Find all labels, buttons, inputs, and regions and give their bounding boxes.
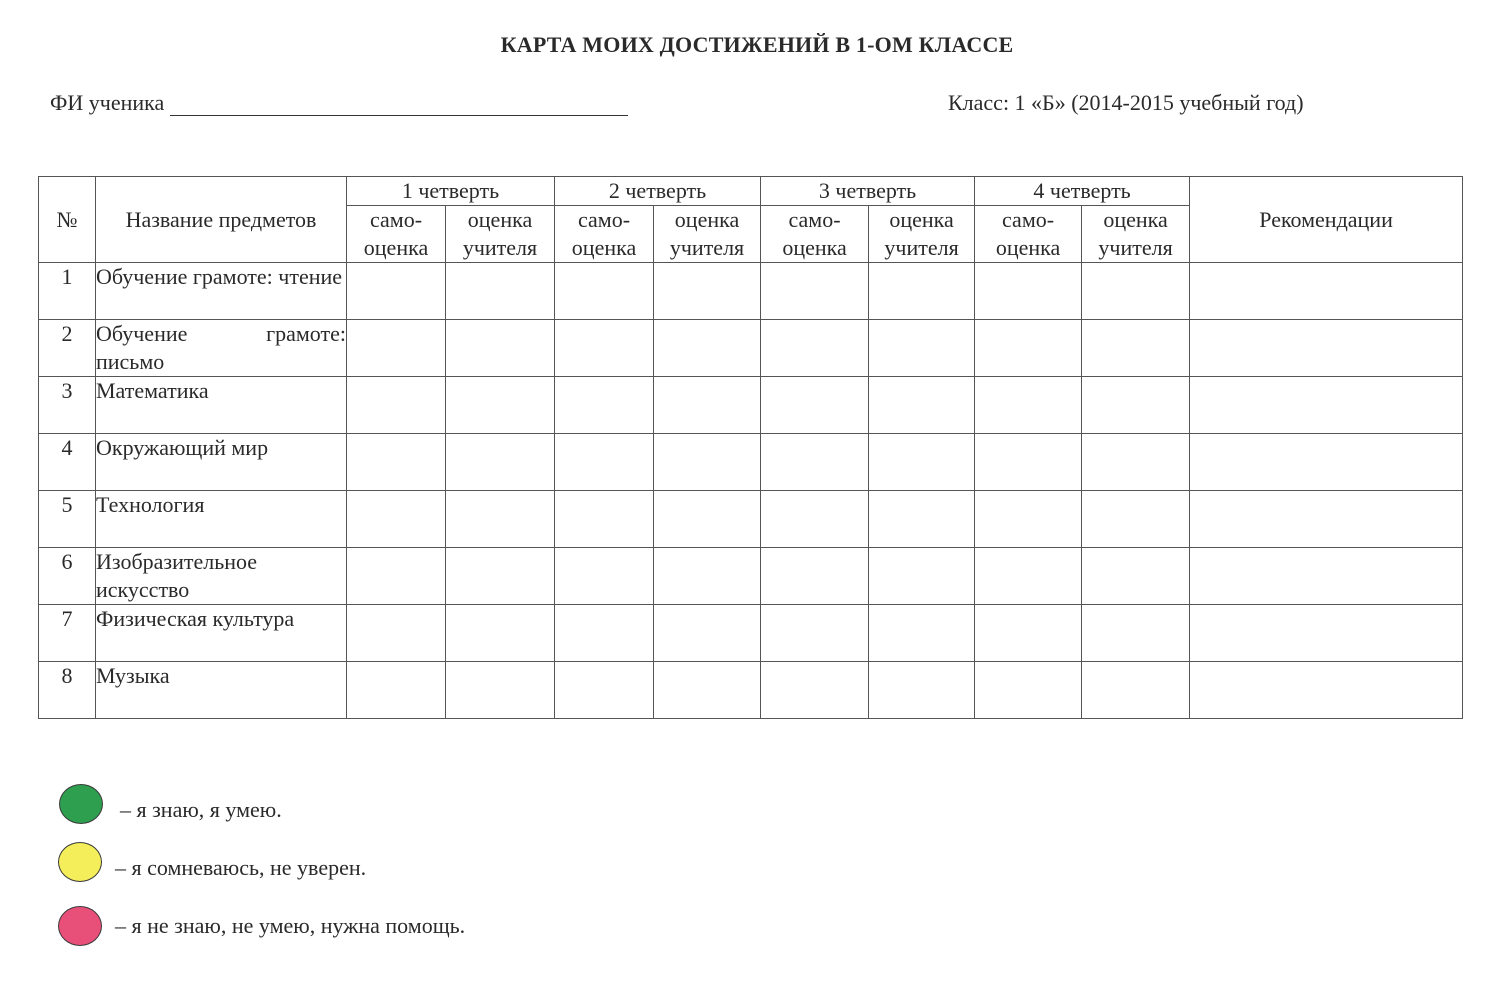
self-grade-cell[interactable] bbox=[555, 491, 654, 548]
teacher-grade-cell[interactable] bbox=[1082, 434, 1190, 491]
legend-text: – я не знаю, не умею, нужна помощь. bbox=[115, 913, 466, 938]
teacher-grade-cell[interactable] bbox=[446, 548, 555, 605]
self-grade-header: само-оценка bbox=[975, 206, 1082, 263]
achievements-table bbox=[38, 176, 1463, 719]
subject-name: Физическая культура bbox=[96, 605, 347, 662]
table-row bbox=[39, 605, 1463, 662]
teacher-grade-header: оценка учителя bbox=[446, 206, 555, 263]
student-name-field bbox=[50, 90, 628, 116]
recommendation-cell[interactable] bbox=[1190, 377, 1463, 434]
self-grade-cell[interactable] bbox=[555, 548, 654, 605]
self-grade-cell[interactable] bbox=[555, 662, 654, 719]
teacher-grade-cell[interactable] bbox=[654, 263, 761, 320]
class-info: Класс: 1 «Б» (2014-2015 учебный год) bbox=[948, 90, 1304, 115]
teacher-grade-cell[interactable] bbox=[869, 377, 975, 434]
table-row bbox=[39, 320, 1463, 377]
teacher-grade-cell[interactable] bbox=[869, 605, 975, 662]
recommendation-cell[interactable] bbox=[1190, 548, 1463, 605]
row-number: 5 bbox=[39, 491, 96, 548]
table-row bbox=[39, 491, 1463, 548]
self-grade-cell[interactable] bbox=[347, 377, 446, 434]
recommendation-cell[interactable] bbox=[1190, 491, 1463, 548]
self-grade-cell[interactable] bbox=[555, 320, 654, 377]
self-grade-cell[interactable] bbox=[347, 491, 446, 548]
self-grade-cell[interactable] bbox=[347, 434, 446, 491]
recommendation-cell[interactable] bbox=[1190, 662, 1463, 719]
table-row bbox=[39, 548, 1463, 605]
self-grade-cell[interactable] bbox=[975, 377, 1082, 434]
recommendation-cell[interactable] bbox=[1190, 263, 1463, 320]
self-grade-cell[interactable] bbox=[975, 263, 1082, 320]
self-grade-cell[interactable] bbox=[975, 320, 1082, 377]
row-number: 2 bbox=[39, 320, 96, 377]
subject-name: Технология bbox=[96, 491, 347, 548]
teacher-grade-header: оценка учителя bbox=[1082, 206, 1190, 263]
quarter-header: 4 четверть bbox=[975, 177, 1190, 206]
teacher-grade-cell[interactable] bbox=[869, 320, 975, 377]
table-row bbox=[39, 434, 1463, 491]
row-number: 8 bbox=[39, 662, 96, 719]
subject-name: Обучение грамоте: письмо bbox=[96, 320, 347, 377]
self-grade-cell[interactable] bbox=[347, 320, 446, 377]
row-number: 1 bbox=[39, 263, 96, 320]
self-grade-header: само-оценка bbox=[761, 206, 869, 263]
teacher-grade-cell[interactable] bbox=[1082, 662, 1190, 719]
subject-name: Обучение грамоте: чтение bbox=[96, 263, 347, 320]
teacher-grade-cell[interactable] bbox=[1082, 548, 1190, 605]
quarter-header: 1 четверть bbox=[347, 177, 555, 206]
teacher-grade-cell[interactable] bbox=[1082, 320, 1190, 377]
self-grade-cell[interactable] bbox=[555, 263, 654, 320]
teacher-grade-cell[interactable] bbox=[654, 377, 761, 434]
teacher-grade-cell[interactable] bbox=[1082, 263, 1190, 320]
self-grade-cell[interactable] bbox=[761, 605, 869, 662]
self-grade-cell[interactable] bbox=[347, 263, 446, 320]
student-name-blank[interactable] bbox=[170, 93, 628, 116]
legend-text: – я знаю, я умею. bbox=[120, 797, 282, 822]
teacher-grade-cell[interactable] bbox=[446, 491, 555, 548]
teacher-grade-cell[interactable] bbox=[446, 377, 555, 434]
teacher-grade-cell[interactable] bbox=[1082, 491, 1190, 548]
self-grade-header: само-оценка bbox=[347, 206, 446, 263]
quarter-header: 2 четверть bbox=[555, 177, 761, 206]
row-number: 4 bbox=[39, 434, 96, 491]
teacher-grade-cell[interactable] bbox=[654, 548, 761, 605]
self-grade-cell[interactable] bbox=[555, 434, 654, 491]
green-dot-icon bbox=[59, 784, 103, 824]
subject-name: Изобразительное искусство bbox=[96, 548, 347, 605]
recommendation-cell[interactable] bbox=[1190, 320, 1463, 377]
teacher-grade-cell[interactable] bbox=[654, 662, 761, 719]
teacher-grade-cell[interactable] bbox=[869, 263, 975, 320]
recommendations-column-header: Рекомендации bbox=[1190, 177, 1463, 263]
teacher-grade-cell[interactable] bbox=[446, 662, 555, 719]
recommendation-cell[interactable] bbox=[1190, 434, 1463, 491]
self-grade-cell[interactable] bbox=[975, 662, 1082, 719]
self-grade-cell[interactable] bbox=[347, 662, 446, 719]
self-grade-cell[interactable] bbox=[975, 434, 1082, 491]
self-grade-cell[interactable] bbox=[975, 491, 1082, 548]
subject-name: Музыка bbox=[96, 662, 347, 719]
self-grade-cell[interactable] bbox=[555, 377, 654, 434]
self-grade-cell[interactable] bbox=[761, 377, 869, 434]
subject-name: Математика bbox=[96, 377, 347, 434]
self-grade-header: само-оценка bbox=[555, 206, 654, 263]
quarter-header: 3 четверть bbox=[761, 177, 975, 206]
yellow-dot-icon bbox=[58, 842, 102, 882]
number-column-header: № bbox=[39, 177, 96, 263]
table-row bbox=[39, 377, 1463, 434]
teacher-grade-cell[interactable] bbox=[869, 491, 975, 548]
self-grade-cell[interactable] bbox=[761, 263, 869, 320]
table-row bbox=[39, 263, 1463, 320]
self-grade-cell[interactable] bbox=[975, 548, 1082, 605]
self-grade-cell[interactable] bbox=[347, 548, 446, 605]
teacher-grade-cell[interactable] bbox=[654, 434, 761, 491]
row-number: 7 bbox=[39, 605, 96, 662]
teacher-grade-cell[interactable] bbox=[654, 491, 761, 548]
self-grade-cell[interactable] bbox=[975, 605, 1082, 662]
subject-column-header: Название предметов bbox=[96, 177, 347, 263]
row-number: 3 bbox=[39, 377, 96, 434]
teacher-grade-cell[interactable] bbox=[446, 605, 555, 662]
teacher-grade-cell[interactable] bbox=[446, 263, 555, 320]
teacher-grade-cell[interactable] bbox=[654, 320, 761, 377]
self-grade-cell[interactable] bbox=[761, 434, 869, 491]
self-grade-cell[interactable] bbox=[761, 320, 869, 377]
teacher-grade-cell[interactable] bbox=[869, 548, 975, 605]
self-grade-cell[interactable] bbox=[555, 605, 654, 662]
teacher-grade-cell[interactable] bbox=[446, 434, 555, 491]
teacher-grade-cell[interactable] bbox=[654, 605, 761, 662]
legend-text: – я сомневаюсь, не уверен. bbox=[115, 855, 367, 880]
self-grade-cell[interactable] bbox=[761, 662, 869, 719]
row-number: 6 bbox=[39, 548, 96, 605]
table-row bbox=[39, 662, 1463, 719]
teacher-grade-header: оценка учителя bbox=[654, 206, 761, 263]
subject-name: Окружающий мир bbox=[96, 434, 347, 491]
self-grade-cell[interactable] bbox=[761, 491, 869, 548]
teacher-grade-cell[interactable] bbox=[446, 320, 555, 377]
self-grade-cell[interactable] bbox=[761, 548, 869, 605]
recommendation-cell[interactable] bbox=[1190, 605, 1463, 662]
red-dot-icon bbox=[58, 906, 102, 946]
teacher-grade-cell[interactable] bbox=[1082, 605, 1190, 662]
teacher-grade-cell[interactable] bbox=[869, 434, 975, 491]
teacher-grade-cell[interactable] bbox=[869, 662, 975, 719]
self-grade-cell[interactable] bbox=[347, 605, 446, 662]
student-name-label: ФИ ученика bbox=[50, 90, 165, 115]
page-title: КАРТА МОИХ ДОСТИЖЕНИЙ В 1-ОМ КЛАССЕ bbox=[500, 32, 1014, 57]
teacher-grade-header: оценка учителя bbox=[869, 206, 975, 263]
teacher-grade-cell[interactable] bbox=[1082, 377, 1190, 434]
